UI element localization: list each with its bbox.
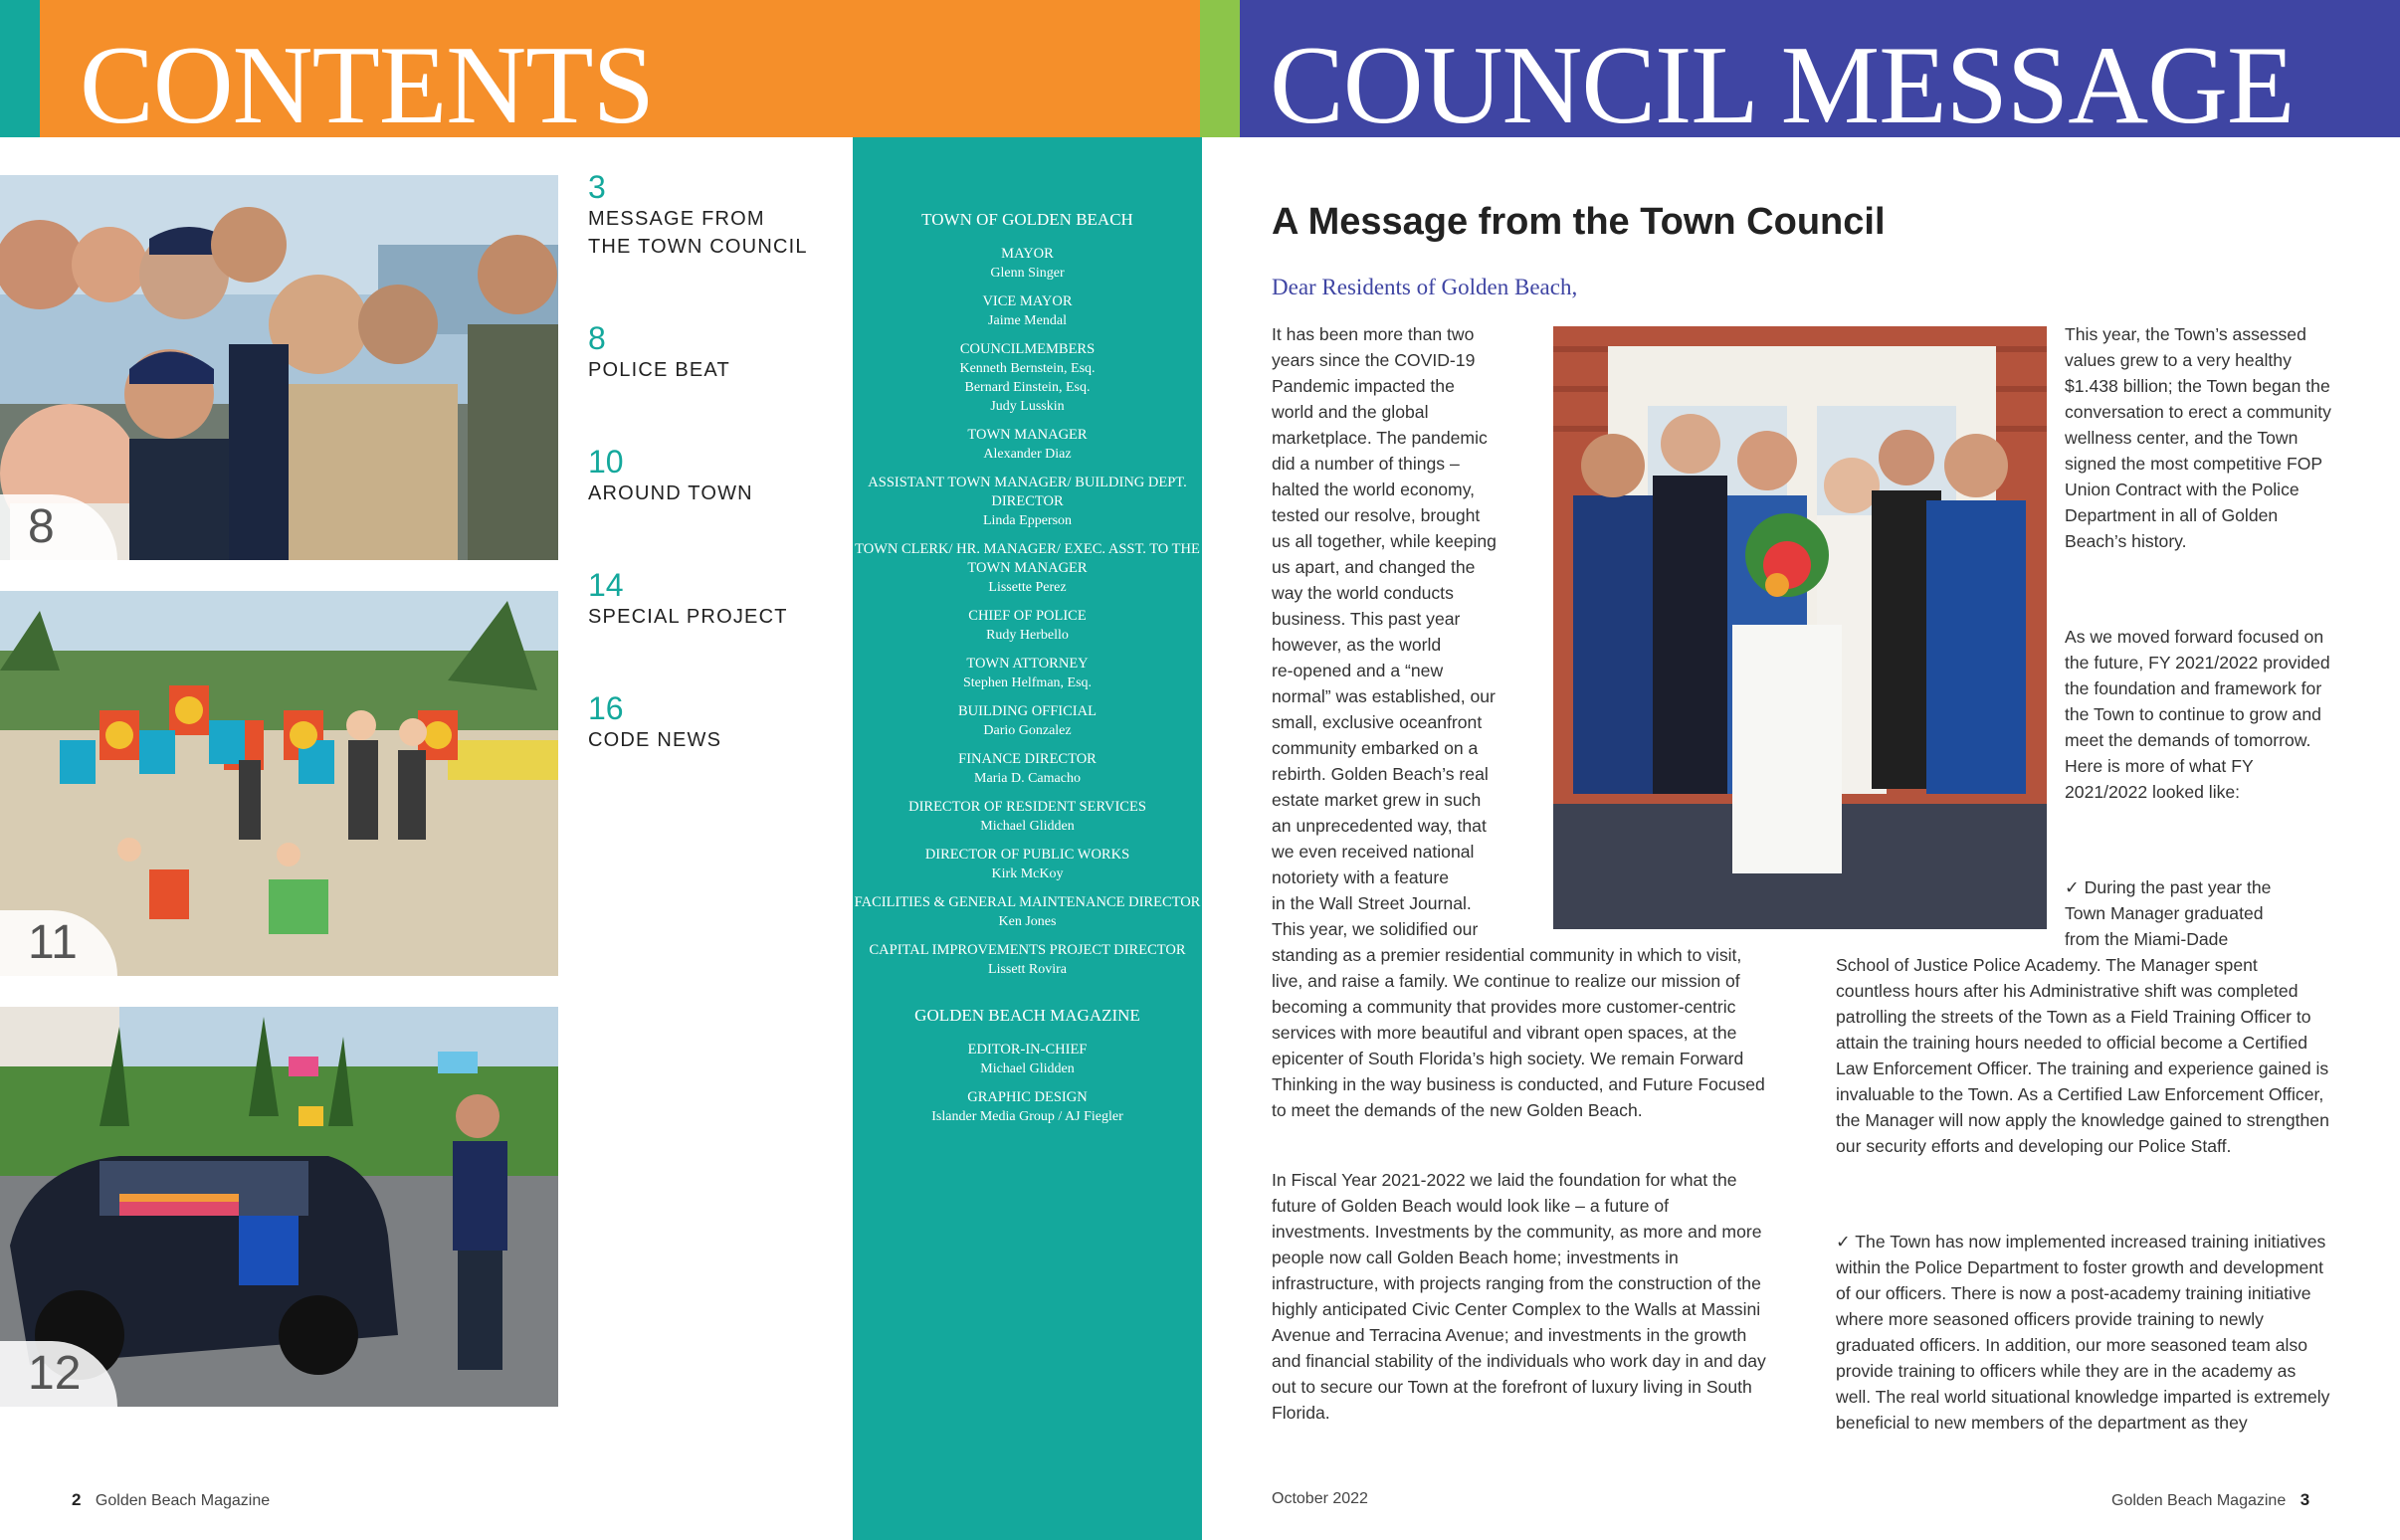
masthead-name: Dario Gonzalez <box>983 723 1072 738</box>
masthead-name: Stephen Helfman, Esq. <box>962 675 1093 690</box>
salutation: Dear Residents of Golden Beach, <box>1272 275 1578 299</box>
toc-page-number: 3 <box>588 169 606 205</box>
article-column-2-paragraph-2: As we moved forward focused on the future, FY 2021/2022 provided the foundation and framework for the Town to continue to grow and meet the demands of tomorrow. Here is more of what FY 2021/2022 looked like: <box>2065 627 2330 802</box>
text-line: world and the global <box>1272 402 1429 422</box>
photo-page-badge-12: 12 <box>0 1341 117 1407</box>
header-accent-teal <box>0 0 40 137</box>
text-line: Town Manager graduated <box>2065 903 2264 923</box>
police-group-photo <box>0 175 558 560</box>
toc-item-special-project[interactable] <box>588 567 788 631</box>
masthead-town-heading: TOWN OF GOLDEN BEACH <box>921 210 1133 229</box>
text-line: estate market grew in such <box>1272 790 1482 810</box>
masthead-name: Michael Glidden <box>980 819 1075 834</box>
text-line: in the Wall Street Journal. <box>1272 893 1472 913</box>
text-line: however, as the world <box>1272 635 1442 655</box>
text-line: re-opened and a “new <box>1272 661 1444 680</box>
text-line: halted the world economy, <box>1272 480 1476 499</box>
masthead-name: Kirk McKoy <box>991 866 1064 881</box>
left-footer-magazine-name: Golden Beach Magazine <box>95 1492 271 1509</box>
text-line: tested our resolve, brought <box>1272 505 1481 525</box>
article-title: A Message from the Town Council <box>1272 201 1886 243</box>
text-line: business. This past year <box>1272 609 1461 629</box>
toc-item-around-town[interactable] <box>588 444 753 507</box>
toc-page-number: 8 <box>588 320 606 356</box>
text-line: community embarked on a <box>1272 738 1479 758</box>
masthead-name: Islander Media Group / AJ Fiegler <box>931 1109 1123 1124</box>
footer-date: October 2022 <box>1272 1490 1368 1507</box>
masthead-entry <box>853 750 1202 788</box>
staff-masthead-panel <box>853 137 1202 1540</box>
masthead-entry <box>853 474 1202 530</box>
masthead-entry <box>853 655 1202 692</box>
toc-page-number: 14 <box>588 567 624 603</box>
left-footer <box>72 1490 270 1510</box>
masthead-entry <box>853 292 1202 330</box>
text-line: notoriety with a feature <box>1272 867 1449 887</box>
masthead-entry <box>853 540 1202 597</box>
masthead-role: TOWN CLERK/ HR. MANAGER/ EXEC. ASST. TO THE TOWN MANAGER <box>855 541 1200 576</box>
masthead-role: COUNCILMEMBERS <box>959 341 1096 357</box>
masthead-name: Michael Glidden <box>980 1061 1075 1076</box>
masthead-role: GRAPHIC DESIGN <box>967 1089 1088 1105</box>
masthead-name: Jaime Mendal <box>988 313 1067 328</box>
masthead-role: EDITOR-IN-CHIEF <box>967 1042 1088 1058</box>
masthead-name: Judy Lusskin <box>990 399 1065 414</box>
masthead-role: CAPITAL IMPROVEMENTS PROJECT DIRECTOR <box>869 942 1186 958</box>
toc-item-council-message[interactable] <box>588 169 808 261</box>
article-column-2-paragraph-1: This year, the Town’s assessed values grew to a very healthy $1.438 billion; the Town began the conversation to erect a community wellness center, and the Town signed the most competitive FOP Union Contract with the Police Department in all of Golden Beach’s history. <box>2065 324 2331 551</box>
masthead-name: Maria D. Camacho <box>974 771 1081 786</box>
masthead-role: BUILDING OFFICIAL <box>958 703 1097 719</box>
toc-item-police-beat[interactable] <box>588 320 730 384</box>
masthead-entry <box>853 846 1202 883</box>
text-line: us apart, and changed the <box>1272 557 1476 577</box>
council-message-header: COUNCIL MESSAGE <box>1270 24 2295 147</box>
magazine-staff-list <box>853 1041 1202 1126</box>
article-paragraph-2: In Fiscal Year 2021-2022 we laid the foundation for what the future of Golden Beach would look like – a future of investments. Investments by the community, as more and more people now call Golden Beach home; investments in infrastructure, with projects ranging from the construction of the highly anticipated Civic Center Complex to the Walls at Massini Avenue and Terracina Avenue; and investments in the growth and financial stability of the individuals who work day in and day out to secure our Town at the forefront of luxury living in South Florida. <box>1272 1170 1766 1423</box>
header-accent-green <box>1200 0 1240 137</box>
masthead-role: TOWN MANAGER <box>967 427 1088 443</box>
article-column-1-continuation: standing as a premier residential community in which to visit, live, and raise a family. We continue to realize our mission of becoming a community that provides more customer-centric services with more beautiful and vibrant open spaces, at the epicenter of South Florida’s high society. We remain Forward Thinking in the way business is conducted, and Future Focused to meet the demands of the new Golden Beach. <box>1272 945 1765 1120</box>
right-page-number: 3 <box>2300 1490 2310 1509</box>
text-line: an unprecedented way, that <box>1272 816 1487 836</box>
staff-list <box>853 245 1202 979</box>
masthead-name: Rudy Herbello <box>986 628 1069 643</box>
text-line: This year, we solidified our <box>1272 919 1479 939</box>
toc-title-line2: THE TOWN COUNCIL <box>588 236 808 258</box>
masthead-magazine-heading: GOLDEN BEACH MAGAZINE <box>914 1006 1140 1025</box>
masthead-entry <box>853 893 1202 931</box>
masthead-role: DIRECTOR OF PUBLIC WORKS <box>924 847 1130 863</box>
masthead-role: FINANCE DIRECTOR <box>958 751 1097 767</box>
text-line: Pandemic impacted the <box>1272 376 1455 396</box>
article-column-2-paragraph-4: ✓ The Town has now implemented increased training initiatives within the Police Department to foster growth and development of our officers. There is now a post-academy training initiative where more seasoned officers provide training to newly graduated officers. In addition, our more seasoned team also provide training to officers while they are in the academy as well. The real world situational knowledge imparted is extremely beneficial to new members of the department as they <box>1836 1232 2330 1433</box>
article-column-2-paragraph-3-continuation: School of Justice Police Academy. The Manager spent countless hours after his Administrative shift was completed patrolling the streets of the Town as a Field Training Officer to attain the training hours needed to official become a Certified Law Enforcement Officer. The training and experience gained is invaluable to the Town. As a Certified Law Enforcement Officer, the Manager will now apply the knowledge gained to strengthen our security efforts and developing our Police Staff. <box>1836 955 2329 1156</box>
toc-title: MESSAGE FROM <box>588 208 765 230</box>
contents-header: CONTENTS <box>80 24 654 147</box>
toc-title: POLICE BEAT <box>588 359 730 381</box>
masthead-name: Kenneth Bernstein, Esq. <box>959 361 1096 376</box>
masthead-role: ASSISTANT TOWN MANAGER/ BUILDING DEPT. DIRECTOR <box>868 475 1187 509</box>
masthead-name: Glenn Singer <box>990 266 1065 281</box>
masthead-name: Linda Epperson <box>982 513 1073 528</box>
text-line: us all together, while keeping <box>1272 531 1497 551</box>
masthead-name: Ken Jones <box>998 914 1057 929</box>
text-line: marketplace. The pandemic <box>1272 428 1488 448</box>
masthead-name: Lissette Perez <box>988 580 1067 595</box>
right-footer-magazine-name: Golden Beach Magazine <box>2111 1492 2287 1509</box>
masthead-role: MAYOR <box>1001 246 1054 262</box>
right-footer <box>2111 1490 2309 1510</box>
text-line: normal” was established, our <box>1272 686 1496 706</box>
text-line: we even received national <box>1272 842 1475 862</box>
masthead-role: DIRECTOR OF RESIDENT SERVICES <box>908 799 1146 815</box>
text-line: rebirth. Golden Beach’s real <box>1272 764 1489 784</box>
masthead-role: FACILITIES & GENERAL MAINTENANCE DIRECTOR <box>854 894 1201 910</box>
text-line: ✓ During the past year the <box>2065 877 2272 897</box>
toc-title: CODE NEWS <box>588 729 722 751</box>
toc-title: AROUND TOWN <box>588 482 753 504</box>
masthead-entry <box>853 702 1202 740</box>
photo-page-badge-8: 8 <box>0 494 117 560</box>
town-council-group-photo <box>1553 326 2047 929</box>
masthead-name: Alexander Diaz <box>983 447 1072 462</box>
masthead-role: VICE MAYOR <box>982 293 1073 309</box>
toc-title: SPECIAL PROJECT <box>588 606 788 628</box>
text-line: from the Miami-Dade <box>2065 929 2229 949</box>
text-line: years since the COVID-19 <box>1272 350 1476 370</box>
toc-item-code-news[interactable] <box>588 690 721 754</box>
masthead-entry <box>853 607 1202 645</box>
masthead-entry <box>853 941 1202 979</box>
left-page-number: 2 <box>72 1490 82 1509</box>
text-line: did a number of things – <box>1272 454 1460 474</box>
masthead-role: CHIEF OF POLICE <box>968 608 1087 624</box>
masthead-entry <box>853 1088 1202 1126</box>
masthead-role: TOWN ATTORNEY <box>966 656 1089 672</box>
toc-page-number: 10 <box>588 444 624 480</box>
article-column-2-paragraph-3-top <box>2065 874 2335 952</box>
masthead-name: Bernard Einstein, Esq. <box>964 380 1091 395</box>
masthead-entry <box>853 340 1202 416</box>
police-suv-photo <box>0 1007 558 1407</box>
masthead-entry <box>853 245 1202 283</box>
kids-art-beach-photo <box>0 591 558 976</box>
article-column-1-top <box>1272 321 1540 942</box>
text-line: It has been more than two <box>1272 324 1475 344</box>
photo-page-badge-11: 11 <box>0 910 117 976</box>
text-line: way the world conducts <box>1272 583 1454 603</box>
masthead-entry <box>853 426 1202 464</box>
masthead-entry <box>853 798 1202 836</box>
toc-page-number: 16 <box>588 690 624 726</box>
masthead-entry <box>853 1041 1202 1078</box>
text-line: small, exclusive oceanfront <box>1272 712 1483 732</box>
masthead-name: Lissett Rovira <box>988 962 1067 977</box>
